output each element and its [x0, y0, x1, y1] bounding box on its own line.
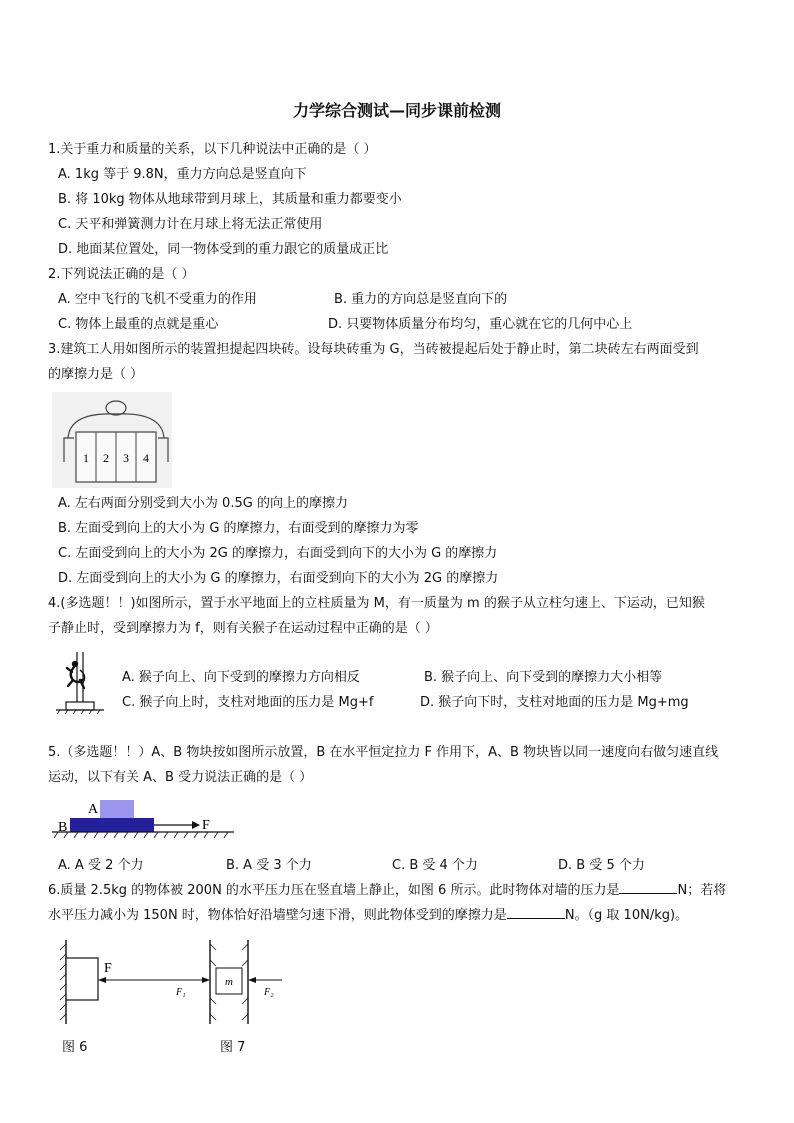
blocks-ab-figure: [52, 796, 236, 844]
figure-7-caption: 图 7: [220, 1040, 246, 1055]
brick-label-3: 3: [123, 451, 129, 465]
q1-option-d: D. 地面某位置处，同一物体受到的重力跟它的质量成正比: [58, 242, 389, 257]
fig7-label-m: m: [225, 976, 233, 988]
q3-option-a: A. 左右两面分别受到大小为 0.5G 的向上的摩擦力: [58, 496, 348, 511]
q6-answer-blank-1[interactable]: [619, 881, 677, 894]
q3-option-b: B. 左面受到向上的大小为 G 的摩擦力，右面受到的摩擦力为零: [58, 521, 419, 536]
q1-stem: 1.关于重力和质量的关系，以下几种说法中正确的是（ ）: [48, 142, 377, 157]
q3-stem-line2: 的摩擦力是（ ）: [48, 367, 144, 382]
brick-label-1: 1: [83, 451, 89, 465]
q4-option-b: B. 猴子向上、向下受到的摩擦力大小相等: [424, 670, 663, 685]
q5-stem-line1: 5.（多选题！！）A、B 物块按如图所示放置，B 在水平恒定拉力 F 作用下，A、B 物块皆以同一速度向右做匀速直线: [48, 745, 719, 760]
q3-option-d: D. 左面受到向上的大小为 G 的摩擦力，右面受到向下的大小为 2G 的摩擦力: [58, 571, 499, 586]
monkey-pillar-figure: [56, 650, 104, 716]
q5-option-d: D. B 受 5 个力: [558, 858, 645, 873]
fig7-label-f2: F₂: [264, 987, 274, 998]
label-a: A: [88, 802, 99, 817]
figure-7-two-walls: [170, 938, 284, 1028]
q6-line2-text: 水平压力减小为 150N 时，物体恰好沿墙壁匀速下滑，则此物体受到的摩擦力是: [48, 908, 507, 923]
q4-option-a: A. 猴子向上、向下受到的摩擦力方向相反: [122, 670, 360, 685]
q5-option-a: A. A 受 2 个力: [58, 858, 144, 873]
block-a: [100, 800, 134, 818]
q5-stem-line2: 运动，以下有关 A、B 受力说法正确的是（ ）: [48, 770, 313, 785]
q2-option-a: A. 空中飞行的飞机不受重力的作用: [58, 292, 257, 307]
q5-option-b: B. A 受 3 个力: [226, 858, 312, 873]
brick-clamp-figure: [52, 392, 172, 488]
q2-option-c: C. 物体上最重的点就是重心: [58, 317, 219, 332]
q2-option-b: B. 重力的方向总是竖直向下的: [334, 292, 508, 307]
q6-line1-tail: N；若将: [677, 883, 727, 898]
q3-option-c: C. 左面受到向上的大小为 2G 的摩擦力，右面受到向下的大小为 G 的摩擦力: [58, 546, 498, 561]
q6-line2: [48, 905, 688, 927]
figure-6-wall-block: [58, 938, 178, 1028]
label-b: B: [58, 820, 68, 835]
q6-answer-blank-2[interactable]: [507, 906, 565, 919]
brick-label-4: 4: [143, 451, 149, 465]
q2-stem: 2.下列说法正确的是（ ）: [48, 267, 195, 282]
fig7-label-f1: F₁: [176, 987, 186, 998]
brick-label-2: 2: [103, 451, 109, 465]
block-b: [70, 818, 154, 832]
q4-option-c: C. 猴子向上时，支柱对地面的压力是 Mg+f: [122, 695, 374, 710]
q6-line2-tail: N。（g 取 10N/kg)。: [564, 908, 689, 923]
fig6-label-f: F: [104, 961, 112, 976]
q1-option-c: C. 天平和弹簧测力计在月球上将无法正常使用: [58, 217, 323, 232]
q1-option-b: B. 将 10kg 物体从地球带到月球上，其质量和重力都要变小: [58, 192, 402, 207]
q6-line1-text: 6.质量 2.5kg 的物体被 200N 的水平压力压在竖直墙上静止，如图 6 所示。此时物体对墙的压力是: [48, 883, 620, 898]
q1-option-a: A. 1kg 等于 9.8N，重力方向总是竖直向下: [58, 167, 307, 182]
q4-stem-line1: 4.(多选题！！)如图所示，置于水平地面上的立柱质量为 M，有一质量为 m 的猴子从立柱匀速上、下运动，已知猴: [48, 596, 705, 611]
q3-stem-line1: 3.建筑工人用如图所示的装置担提起四块砖。设每块砖重为 G，当砖被提起后处于静止时，第二块砖左右两面受到: [48, 342, 699, 357]
q4-stem-line2: 子静止时，受到摩擦力为 f，则有关猴子在运动过程中正确的是（ ）: [48, 621, 438, 636]
q5-option-c: C. B 受 4 个力: [392, 858, 478, 873]
q2-option-d: D. 只要物体质量分布均匀，重心就在它的几何中心上: [328, 317, 633, 332]
figure-6-caption: 图 6: [62, 1040, 88, 1055]
q6-line1: [48, 880, 726, 902]
q4-option-d: D. 猴子向下时，支柱对地面的压力是 Mg+mg: [420, 695, 689, 710]
page-title: 力学综合测试—同步课前检测: [292, 101, 501, 120]
label-f: F: [202, 818, 210, 833]
